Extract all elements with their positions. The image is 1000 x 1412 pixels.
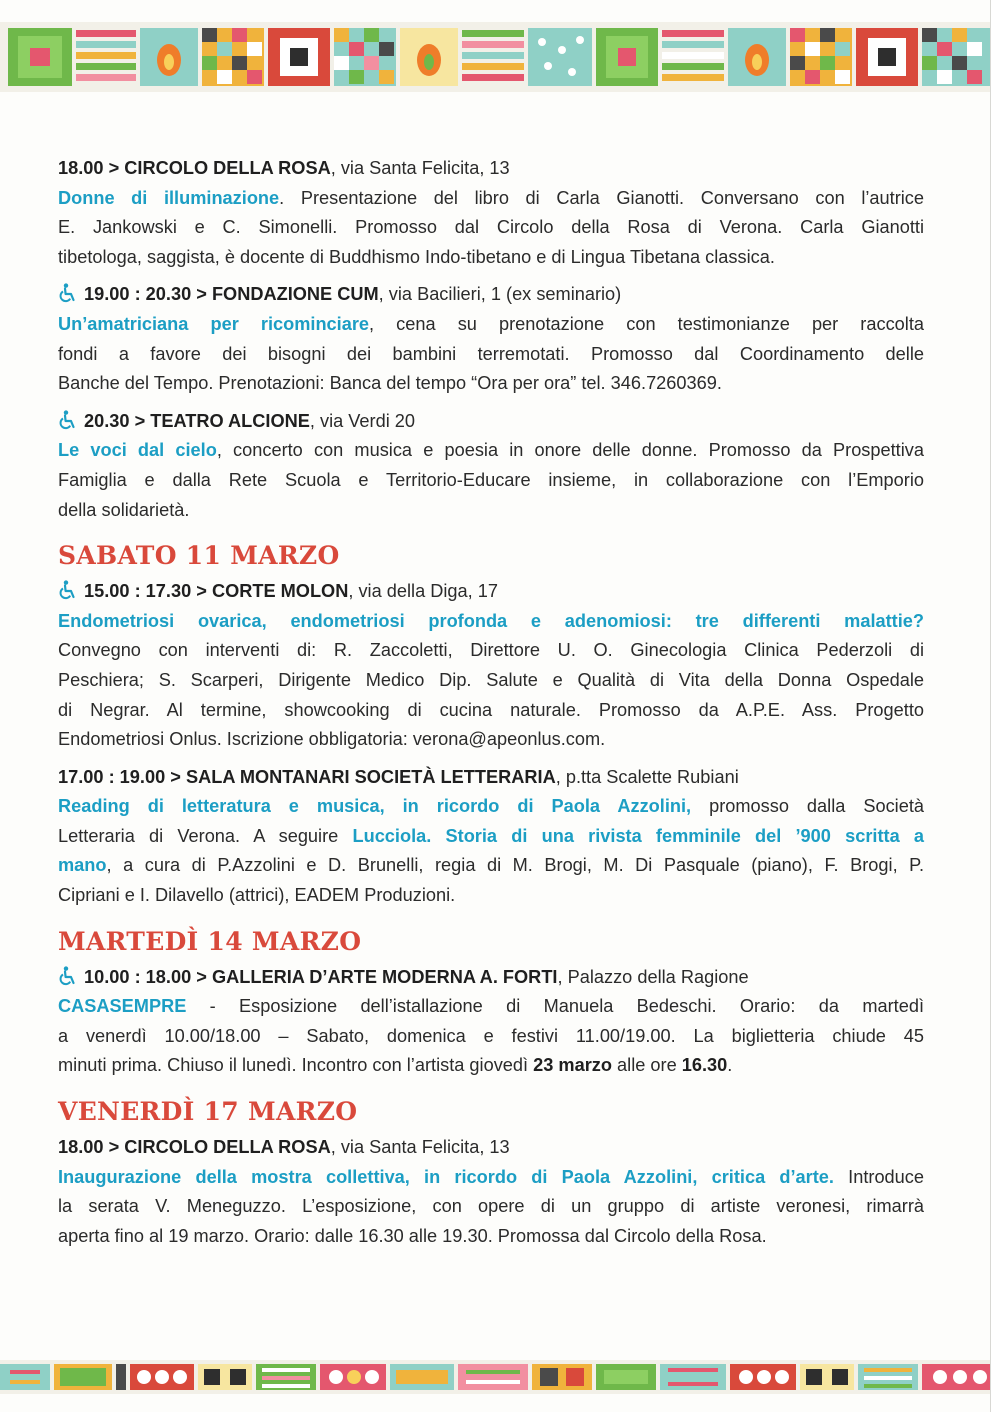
event-address: , via Santa Felicita, 13: [330, 1137, 510, 1158]
description-text: fondi a favore dei bisogni dei bambini terremotati. Promosso dal Coordinamento delle: [58, 343, 924, 364]
decorative-top-border: [0, 22, 990, 92]
event-description-line: [58, 466, 924, 496]
event-venue: CIRCOLO DELLA ROSA: [124, 1137, 331, 1158]
event-title-text: CASASEMPRE: [58, 996, 187, 1017]
description-text: a venerdì 10.00/18.00 – Sabato, domenica e festivi 11.00/19.00. La biglietteria chiude 45: [58, 1025, 924, 1046]
event-description-line: [58, 310, 924, 340]
event-title-text: Inaugurazione della mostra collettiva, in ricordo di Paola Azzolini, critica d’arte.: [58, 1166, 834, 1187]
patchwork-pattern-top: [0, 22, 990, 92]
event-header: [58, 577, 924, 607]
event-venue: TEATRO ALCIONE: [150, 410, 310, 431]
event-description-line: [58, 1192, 924, 1222]
event-description-line: [58, 213, 924, 243]
event-header: [58, 407, 924, 437]
description-text: aperta fino al 19 marzo. Orario: dalle 16.30 alle 19.30. Promossa dal Circolo della Rosa.: [58, 1225, 767, 1246]
event-program: [58, 154, 924, 1259]
description-text: E. Jankowski e C. Simonelli. Promosso dal Circolo della Rosa di Verona. Carla Gianotti: [58, 217, 924, 238]
decorative-bottom-border: [0, 1360, 990, 1394]
wheelchair-accessible-icon: [58, 283, 78, 303]
event-description-line: [58, 636, 924, 666]
event-address: , via della Diga, 17: [348, 581, 498, 602]
description-text: Peschiera; S. Scarperi, Dirigente Medico Dip. Salute e Qualità di Vita della Donna Ospedale: [58, 669, 924, 690]
event-venue: FONDAZIONE CUM: [211, 284, 379, 305]
event-time: 18.00 >: [58, 1137, 120, 1158]
event-description-line: [58, 792, 924, 822]
description-text: Convegno con interventi di: R. Zaccoletti, Direttore U. O. Ginecologia Clinica Pederzoli di: [58, 640, 924, 661]
wheelchair-accessible-icon: [58, 410, 78, 430]
event-description-line: [58, 696, 924, 726]
event-entry: [58, 154, 924, 272]
day-heading: MARTEDÌ 14 MARZO: [58, 926, 362, 956]
event-time: 15.00 : 17.30 >: [84, 581, 207, 602]
event-description-line: [58, 340, 924, 370]
description-text: Banche del Tempo. Prenotazioni: Banca del tempo “Ora per ora” tel. 346.7260369.: [58, 373, 722, 394]
event-address: , p.tta Scalette Rubiani: [555, 766, 739, 787]
event-time: 19.00 : 20.30 >: [84, 284, 207, 305]
event-time: 20.30 >: [84, 410, 146, 431]
emphasis-text: 23 marzo: [533, 1055, 612, 1076]
event-description-line: [58, 436, 924, 466]
event-description-line: [58, 851, 924, 881]
description-text: . Presentazione del libro di Carla Gianotti. Conversano con l’autrice: [279, 187, 924, 208]
event-entry: [58, 280, 924, 398]
description-text: la serata V. Meneguzzo. L’esposizione, con opere di un gruppo di artiste veronesi, rimarrà: [58, 1196, 924, 1217]
event-description-line: [58, 1163, 924, 1193]
event-description-line: [58, 496, 924, 526]
event-venue: GALLERIA D’ARTE MODERNA A. FORTI: [211, 966, 558, 987]
description-text: di Negrar. Al termine, showcooking di cucina naturale. Promosso da A.P.E. Ass. Progetto: [58, 699, 924, 720]
description-text: alle ore: [611, 1055, 682, 1076]
description-text: Endometriosi Onlus. Iscrizione obbligatoria: verona@apeonlus.com.: [58, 729, 606, 750]
event-address: , Palazzo della Ragione: [557, 966, 749, 987]
event-description-line: [58, 822, 924, 852]
event-header: [58, 1133, 924, 1163]
event-title-text: Donne di illuminazione: [58, 187, 280, 208]
event-header: [58, 154, 924, 184]
emphasis-text: 16.30: [681, 1055, 728, 1076]
wheelchair-accessible-icon: [58, 966, 78, 986]
event-entry: [58, 963, 924, 1081]
event-header: [58, 963, 924, 993]
patchwork-pattern-bottom: [0, 1360, 990, 1394]
description-text: , concerto con musica e poesia in onore delle donne. Promosso da Prospettiva: [216, 440, 924, 461]
event-description-line: [58, 607, 924, 637]
event-title-text: Un’amatriciana per ricominciare: [58, 313, 370, 334]
day-heading: VENERDÌ 17 MARZO: [58, 1097, 358, 1127]
event-description-line: [58, 1222, 924, 1252]
description-text: Cipriani e I. Dilavello (attrici), EADEM Produzioni.: [58, 885, 456, 906]
event-description-line: [58, 992, 924, 1022]
event-entry: [58, 407, 924, 525]
event-venue: SALA MONTANARI SOCIETÀ LETTERARIA: [185, 766, 556, 787]
event-description-line: [58, 666, 924, 696]
event-time: 17.00 : 19.00 >: [58, 766, 181, 787]
event-title-text: Lucciola. Storia di una rivista femminile del ’900 scritta a: [352, 825, 924, 846]
event-description-line: [58, 1051, 924, 1081]
event-header: [58, 280, 924, 310]
event-title-text: Reading di letteratura e musica, in ricordo di Paola Azzolini,: [58, 796, 692, 817]
description-text: tibetologa, saggista, è docente di Buddhismo Indo-tibetano e di Lingua Tibetana classica.: [58, 246, 775, 267]
description-text: della solidarietà.: [58, 499, 190, 520]
description-text: Introduce: [833, 1166, 924, 1187]
event-time: 18.00 >: [58, 158, 120, 178]
event-description-line: [58, 369, 924, 399]
event-description-line: [58, 184, 924, 214]
event-address: , via Verdi 20: [309, 410, 416, 431]
description-text: , cena su prenotazione con testimonianze per raccolta: [369, 313, 924, 334]
event-description-line: [58, 725, 924, 755]
event-description-line: [58, 881, 924, 911]
event-time: 10.00 : 18.00 >: [84, 966, 207, 987]
event-address: , via Santa Felicita, 13: [330, 158, 510, 178]
description-text: Letteraria di Verona. A seguire: [58, 825, 353, 846]
event-entry: [58, 763, 924, 911]
description-text: Famiglia e dalla Rete Scuola e Territorio-Educare insieme, in collaborazione con l’Emporio: [58, 469, 924, 490]
event-description-line: [58, 243, 924, 273]
description-text: , a cura di P.Azzolini e D. Brunelli, regia di M. Brogi, M. Di Pasquale (piano), F. Brogi, P.: [106, 855, 924, 876]
event-venue: CIRCOLO DELLA ROSA: [124, 158, 331, 178]
event-entry: [58, 1133, 924, 1251]
event-title-text: Le voci dal cielo: [58, 440, 217, 461]
day-heading: SABATO 11 MARZO: [58, 541, 340, 571]
event-venue: CORTE MOLON: [211, 581, 349, 602]
description-text: promosso dalla Società: [691, 796, 924, 817]
event-header: [58, 763, 924, 793]
event-title-text: mano: [58, 855, 107, 876]
event-address: , via Bacilieri, 1 (ex seminario): [378, 284, 622, 305]
event-title-text: Endometriosi ovarica, endometriosi profonda e adenomiosi: tre differenti malattie?: [58, 610, 924, 631]
description-text: - Esposizione dell’istallazione di Manuela Bedeschi. Orario: da martedì: [186, 996, 924, 1017]
event-entry: [58, 577, 924, 755]
event-description-line: [58, 1022, 924, 1052]
description-text: .: [727, 1055, 733, 1076]
wheelchair-accessible-icon: [58, 580, 78, 600]
description-text: minuti prima. Chiuso il lunedì. Incontro con l’artista giovedì: [58, 1055, 534, 1076]
